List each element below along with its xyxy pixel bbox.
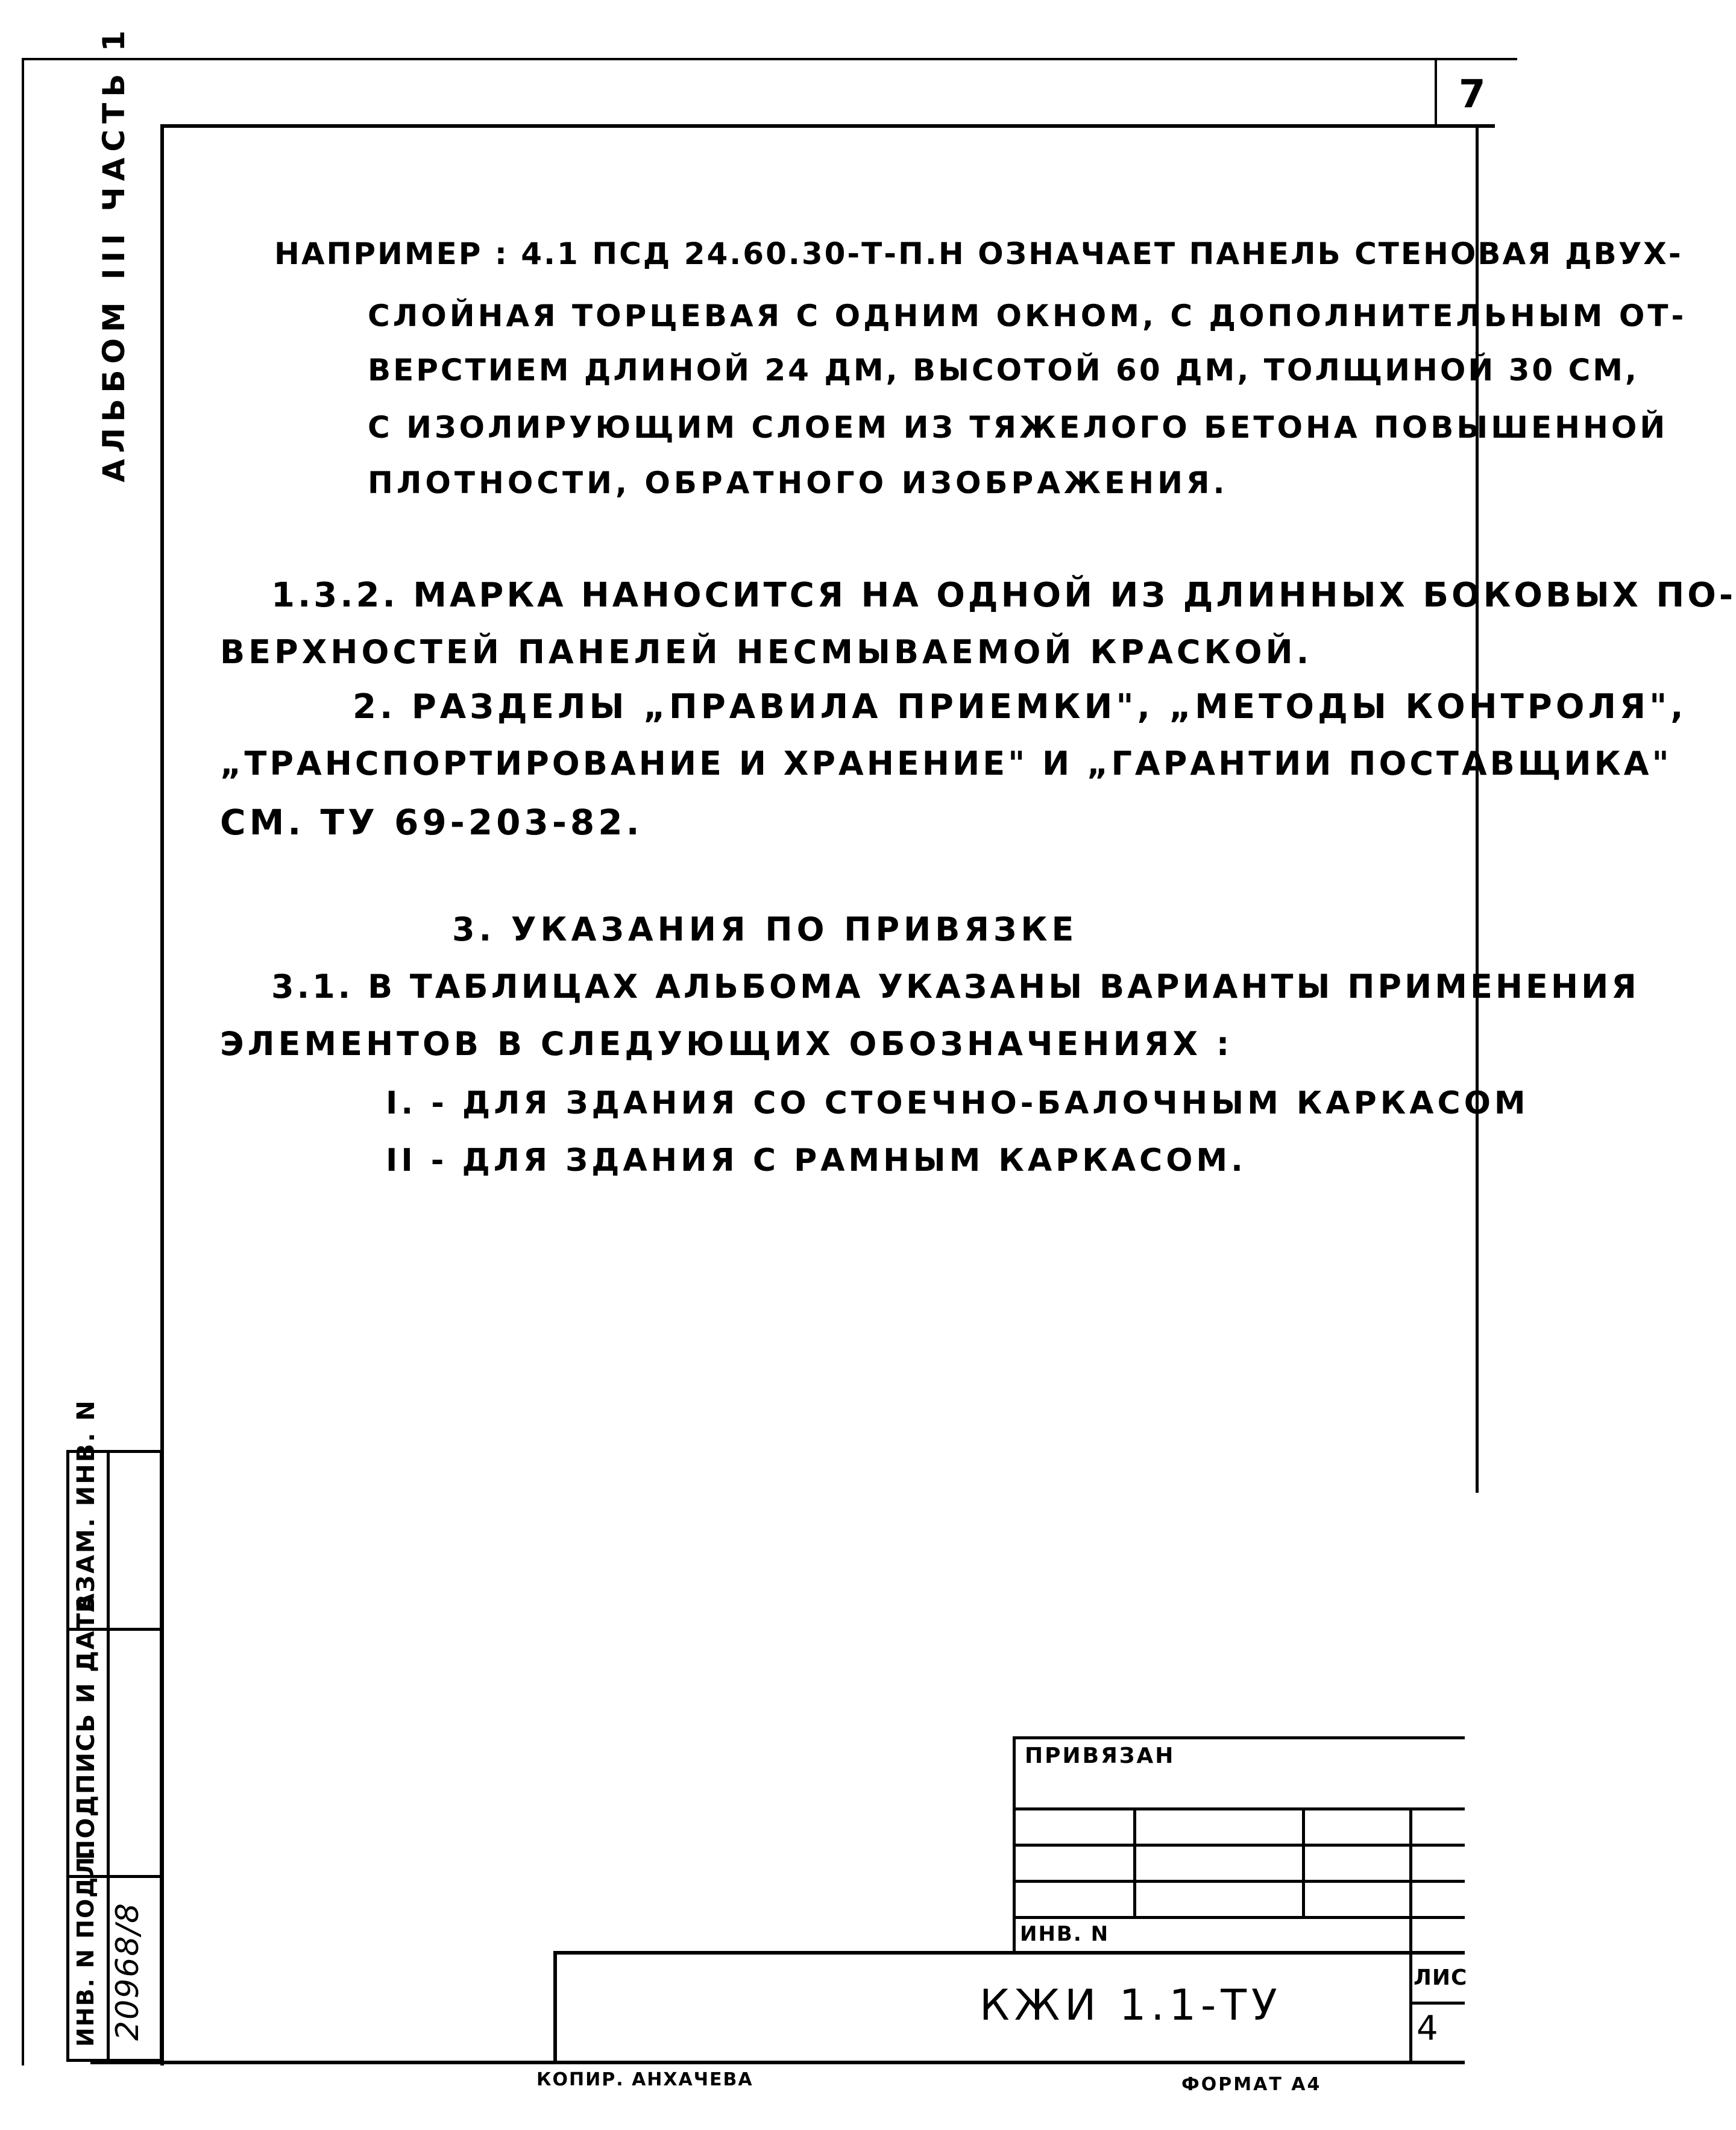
section3-item-1: I. - ДЛЯ ЗДАНИЯ СО СТОЕЧНО-БАЛОЧНЫМ КАРКАСОМ <box>386 1085 1529 1121</box>
example-line-1: НАПРИМЕР : 4.1 ПСД 24.60.30-Т-П.Н ОЗНАЧАЕТ ПАНЕЛЬ СТЕНОВАЯ ДВУХ- <box>274 236 1683 271</box>
frame-top <box>163 124 1495 128</box>
stamp-list-divider <box>1409 2002 1465 2005</box>
p2-line-1: 2. РАЗДЕЛЫ „ПРАВИЛА ПРИЕМКИ", „МЕТОДЫ КОНТРОЛЯ", <box>353 687 1687 726</box>
top-border <box>24 58 1517 60</box>
tb-row-4 <box>1013 1916 1465 1919</box>
tb-col-3 <box>1409 1807 1412 2061</box>
tb-col-2 <box>1302 1807 1305 1916</box>
side-stamp-inv-value: 20968/8 <box>110 1902 146 2041</box>
stamp-left <box>553 1951 557 2062</box>
tb-top <box>1013 1736 1465 1739</box>
section3-line-2: ЭЛЕМЕНТОВ В СЛЕДУЮЩИХ ОБОЗНАЧЕНИЯХ : <box>220 1025 1233 1063</box>
album-label: АЛЬБОМ III ЧАСТЬ 1 <box>96 24 131 482</box>
tb-row-1 <box>1013 1807 1465 1810</box>
page-number-box-left <box>1435 58 1437 124</box>
stamp-top <box>555 1951 1465 1955</box>
sheet-number: 7 <box>1459 72 1489 117</box>
p132-line-2: ВЕРХНОСТЕЙ ПАНЕЛЕЙ НЕСМЫВАЕМОЙ КРАСКОЙ. <box>220 633 1313 671</box>
example-line-5: ПЛОТНОСТИ, ОБРАТНОГО ИЗОБРАЖЕНИЯ. <box>368 465 1228 500</box>
section3-line-1: 3.1. В ТАБЛИЦАХ АЛЬБОМА УКАЗАНЫ ВАРИАНТЫ ПРИМЕНЕНИЯ <box>271 968 1640 1006</box>
list-label: ЛИС <box>1414 1965 1468 1990</box>
example-line-4: С ИЗОЛИРУЮЩИМ СЛОЕМ ИЗ ТЯЖЕЛОГО БЕТОНА ПОВЫШЕННОЙ <box>368 410 1668 445</box>
tb-row-3 <box>1013 1880 1465 1883</box>
footer-copier: КОПИР. АНХАЧЕВА <box>536 2069 753 2090</box>
section3-heading: 3. УКАЗАНИЯ ПО ПРИВЯЗКЕ <box>452 910 1078 948</box>
side-stamp-inv-podl: ИНВ. N ПОДЛ. <box>72 1845 99 2047</box>
side-stamp-podpis: ПОДПИСЬ И ДАТА <box>72 1592 100 1860</box>
tb-row-2 <box>1013 1844 1465 1847</box>
tb-col-1 <box>1133 1807 1136 1916</box>
example-line-2: СЛОЙНАЯ ТОРЦЕВАЯ С ОДНИМ ОКНОМ, С ДОПОЛНИТЕЛЬНЫМ ОТ- <box>368 298 1687 333</box>
example-line-3: ВЕРСТИЕМ ДЛИНОЙ 24 ДМ, ВЫСОТОЙ 60 ДМ, ТОЛЩИНОЙ 30 СМ, <box>368 353 1640 388</box>
p2-line-2: „ТРАНСПОРТИРОВАНИЕ И ХРАНЕНИЕ" И „ГАРАНТИИ ПОСТАВЩИКА" <box>220 745 1672 783</box>
p2-line-3: СМ. ТУ 69-203-82. <box>220 802 643 843</box>
section3-item-2: II - ДЛЯ ЗДАНИЯ С РАМНЫМ КАРКАСОМ. <box>386 1142 1247 1179</box>
side-stamp-vzam: ВЗАМ. ИНВ. N <box>72 1399 100 1613</box>
left-outer-border <box>22 58 24 2065</box>
tb-inv-n: ИНВ. N <box>1020 1922 1110 1946</box>
tb-privyazan: ПРИВЯЗАН <box>1025 1744 1175 1768</box>
doc-code: КЖИ 1.1-ТУ <box>980 1980 1282 2030</box>
list-value: 4 <box>1417 2009 1442 2048</box>
p132-line-1: 1.3.2. МАРКА НАНОСИТСЯ НА ОДНОЙ ИЗ ДЛИННЫХ БОКОВЫХ ПО- <box>271 576 1736 615</box>
footer-format: ФОРМАТ А4 <box>1181 2074 1322 2095</box>
